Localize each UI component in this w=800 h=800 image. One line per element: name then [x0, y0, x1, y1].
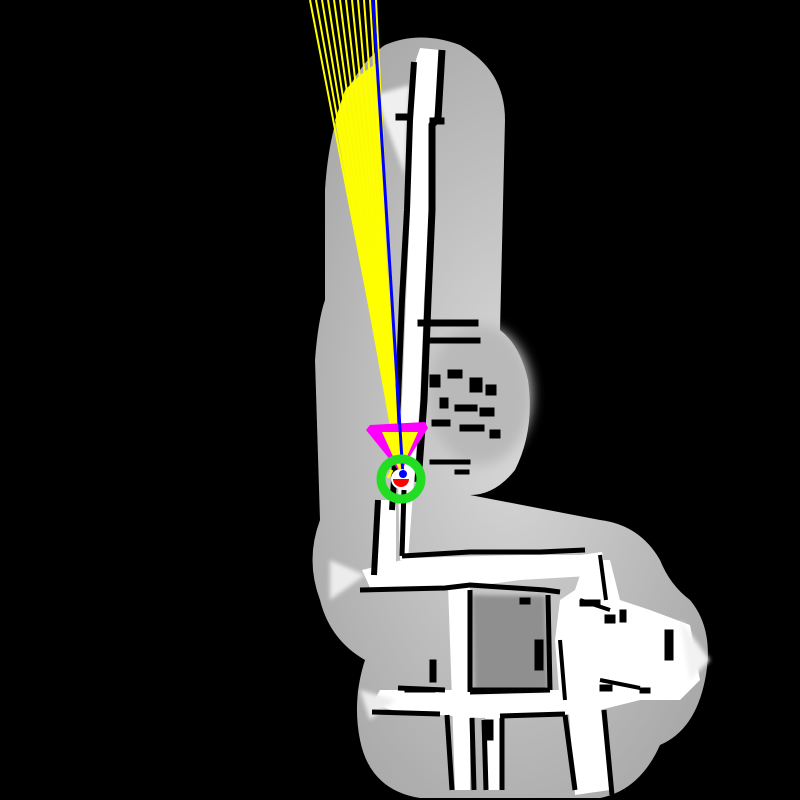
wall-stub-left: [374, 500, 378, 575]
wall-notch-1: [396, 114, 408, 120]
halo-room-bulge: [428, 325, 532, 465]
robot-heading-dot: [399, 470, 407, 478]
wall-notch-2: [430, 118, 444, 124]
